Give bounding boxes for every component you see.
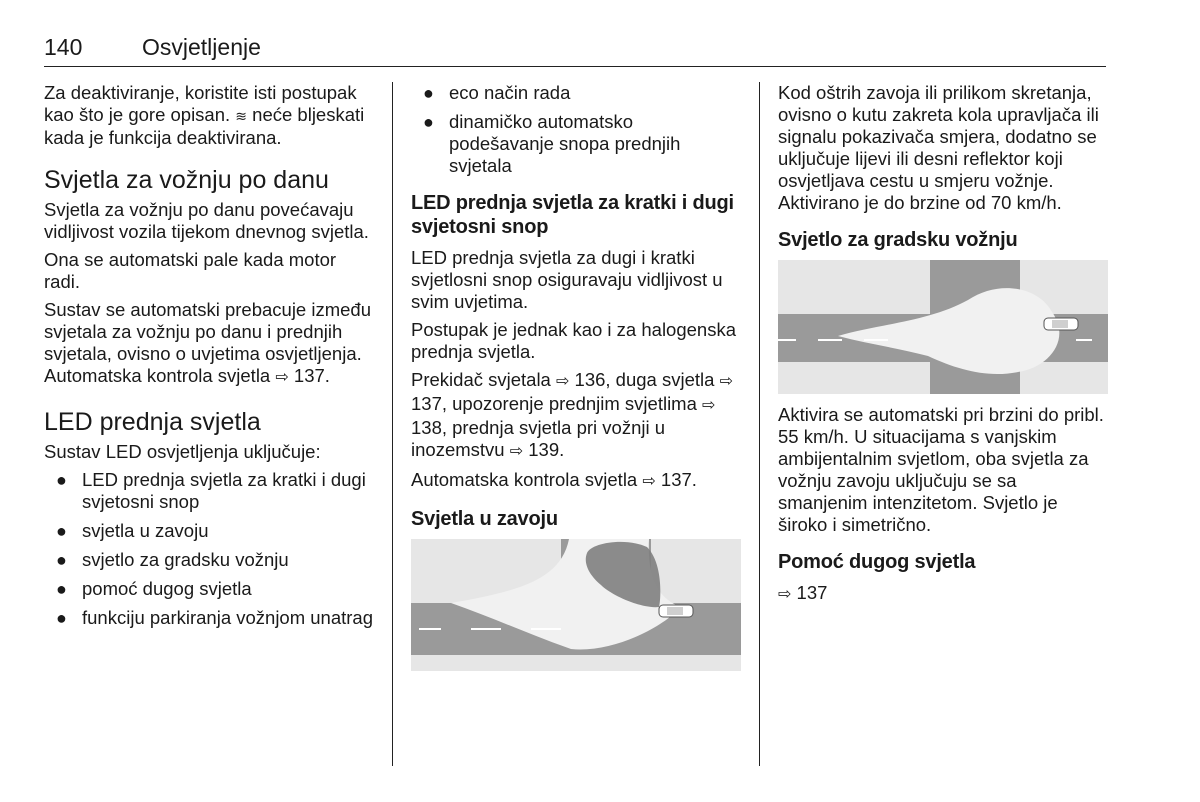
auto-control-reference: Automatska kontrola svjetla ⇨ 137. [411,469,697,490]
list-item: ● dinamičko automatsko podešavanje snopa prednjih svjetala [423,111,681,176]
page-reference: 137. [293,365,330,386]
page-reference-arrow-icon: ⇨ [509,443,524,460]
led-feature-list-continued [411,82,741,177]
list-item: ● LED prednja svjetla za kratki i dugi svjetosni snop [56,469,366,512]
page-reference-arrow-icon: ⇨ [642,473,656,490]
drl-paragraph: Sustav se automatski prebacuje između svjetala za vožnju po danu i prednjih svjetala, ovisno o uvjetima osvjetljenja. Automatska kontrola svjetla ⇨ 137. [44,299,372,386]
bullet-icon: ● [56,608,67,628]
led-beam-heading: LED prednja svjetla za kratki i dugi svjetosni snop [411,192,734,238]
bullet-icon: ● [423,83,434,103]
bullet-icon: ● [423,112,434,132]
page-reference-arrow-icon: ⇨ [719,373,733,390]
column-divider [759,82,760,766]
list-item: ● eco način rada [423,82,571,103]
led-heading: LED prednja svjetla [44,408,261,436]
drl-heading: Svjetla za vožnju po danu [44,166,329,194]
bullet-icon: ● [56,579,67,599]
led-beam-paragraph: Postupak je jednak kao i za halogenska prednja svjetla. [411,319,736,362]
page-reference-arrow-icon: ⇨ [275,369,289,386]
column-divider [392,82,393,766]
city-light-illustration [778,260,1108,394]
column-2 [411,82,741,681]
list-item: ● funkciju parkiranja vožnjom unatrag [56,607,374,628]
led-intro: Sustav LED osvjetljenja uključuje: [44,441,321,462]
list-item: ● pomoć dugog svjetla [56,578,252,599]
cross-references: Prekidač svjetala ⇨ 136, duga svjetla ⇨ 137, upozorenje prednjim svjetlima ⇨ 138, prednja svjetla pri vožnji u inozemstvu ⇨ 139. [411,369,733,460]
intro-paragraph: Za deaktiviranje, koristite isti postupak kao što je gore opisan. ≋ neće bljeskati kada je funkcija deaktivirana. [44,82,365,148]
curve-light-illustration [411,539,741,671]
bullet-icon: ● [56,470,67,490]
high-beam-assist-reference: ⇨ 137 [778,582,828,603]
drl-paragraph: Svjetla za vožnju po danu povećavaju vidljivost vozila tijekom dnevnog svjetla. [44,199,369,242]
high-beam-assist-heading: Pomoć dugog svjetla [778,551,976,573]
curve-light-heading: Svjetla u zavoju [411,508,558,530]
chapter-title: Osvjetljenje [142,34,261,60]
curve-light-paragraph: Kod oštrih zavoja ili prilikom skretanja, ovisno o kutu zakreta kola upravljača ili signalu pokazivača smjera, dodatno se uključuje lijevi ili desni reflektor koji osvjetljava cestu u smjeru vožnje. Aktivirano je do brzine od 70 km/h. [778,82,1099,213]
page-header [44,32,1106,67]
led-beam-paragraph: LED prednja svjetla za dugi i kratki svjetlosni snop osiguravaju vidljivost u svim uvjetima. [411,247,723,312]
bullet-icon: ● [56,521,67,541]
list-item: ● svjetlo za gradsku vožnju [56,549,289,570]
column-1 [44,82,374,636]
column-3 [778,82,1108,612]
led-feature-list [44,469,374,629]
city-light-paragraph: Aktivira se automatski pri brzini do pribl. 55 km/h. U situacijama s vanjskim ambijentalnim svjetlom, oba svjetla za vožnju zavoju uključuju se sa smanjenim intenzitetom. Svjetlo je široko i simetrično. [778,404,1104,535]
headlight-flash-icon: ≋ [235,108,248,124]
page-reference-arrow-icon: ⇨ [702,397,716,414]
city-light-heading: Svjetlo za gradsku vožnju [778,229,1018,251]
page-number: 140 [44,34,83,60]
page-reference-arrow-icon: ⇨ [778,586,792,603]
drl-paragraph: Ona se automatski pale kada motor radi. [44,249,337,292]
bullet-icon: ● [56,550,67,570]
list-item: ● svjetla u zavoju [56,520,209,541]
page-reference-arrow-icon: ⇨ [555,373,570,390]
